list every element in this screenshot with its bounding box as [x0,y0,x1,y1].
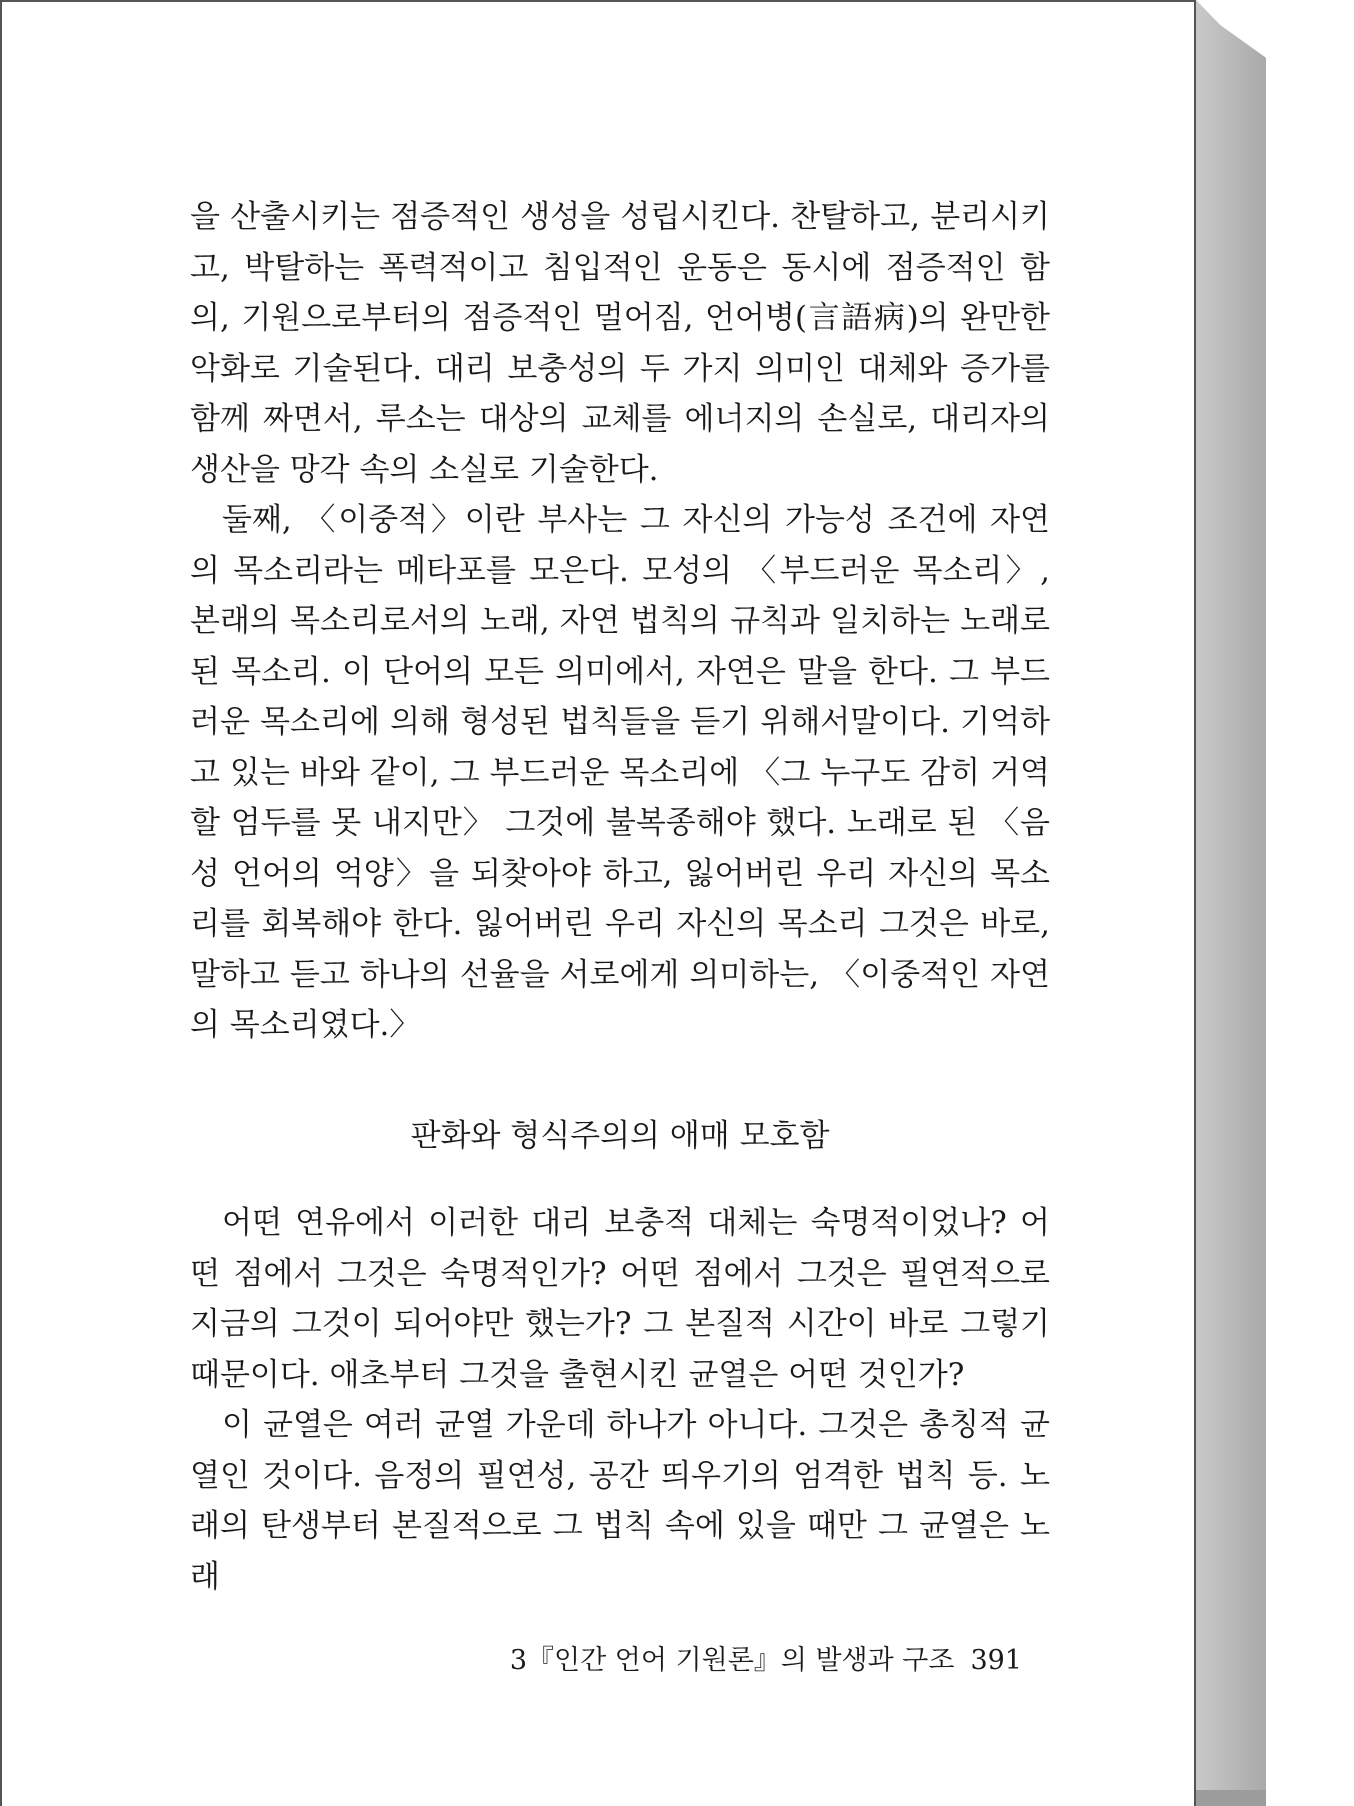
book-bottom-shadow [1196,1790,1266,1806]
text-block-upper [190,192,1050,1051]
text-block-lower [190,1198,1050,1602]
paragraph-1: 을 산출시키는 점증적인 생성을 성립시킨다. 찬탈하고, 분리시키고, 박탈하는 폭력적이고 침입적인 운동은 동시에 점증적인 함의, 기원으로부터의 점증적인 멀어짐, 언어병(言語病)의 완만한 악화로 기술된다. 대리 보충성의 두 가지 의미인 대체와 증가를 함께 짜면서, 루소는 대상의 교체를 에너지의 손실로, 대리자의 생산을 망각 속의 소실로 기술한다. [190,199,1050,488]
book-edge-shadow [1196,0,1266,1806]
paragraph-4: 이 균열은 여러 균열 가운데 하나가 아니다. 그것은 총칭적 균열인 것이다. 음정의 필연성, 공간 띄우기의 엄격한 법칙 등. 노래의 탄생부터 본질적으로 그 법칙 속에 있을 때만 그 균열은 노래 [190,1407,1050,1595]
page-footer [472,1638,1022,1677]
page-number: 391 [970,1645,1022,1676]
section-heading: 판화와 형식주의의 애매 모호함 [410,1118,830,1154]
paragraph-2: 둘째, 〈이중적〉이란 부사는 그 자신의 가능성 조건에 자연의 목소리라는 메타포를 모은다. 모성의 〈부드러운 목소리〉, 본래의 목소리로서의 노래, 자연 법칙의 규칙과 일치하는 노래로 된 목소리. 이 단어의 모든 의미에서, 자연은 말을 한다. 그 부드러운 목소리에 의해 형성된 법칙들을 듣기 위해서말이다. 기억하고 있는 바와 같이, 그 부드러운 목소리에 〈그 누구도 감히 거역할 엄두를 못 내지만〉 그것에 불복종해야 했다. 노래로 된 〈음성 언어의 억양〉을 되찾아야 하고, 잃어버린 우리 자신의 목소리를 회복해야 한다. 잃어버린 우리 자신의 목소리 그것은 바로, 말하고 듣고 하나의 선율을 서로에게 의미하는, 〈이중적인 자연의 목소리였다.〉 [190,502,1050,1043]
paragraph-3: 어떤 연유에서 이러한 대리 보충적 대체는 숙명적이었나? 어떤 점에서 그것은 숙명적인가? 어떤 점에서 그것은 필연적으로 지금의 그것이 되어야만 했는가? 그 본질적 시간이 바로 그렇기 때문이다. 애초부터 그것을 출현시킨 균열은 어떤 것인가? [190,1205,1050,1393]
running-title: 3『인간 언어 기원론』의 발생과 구조 [509,1645,955,1676]
